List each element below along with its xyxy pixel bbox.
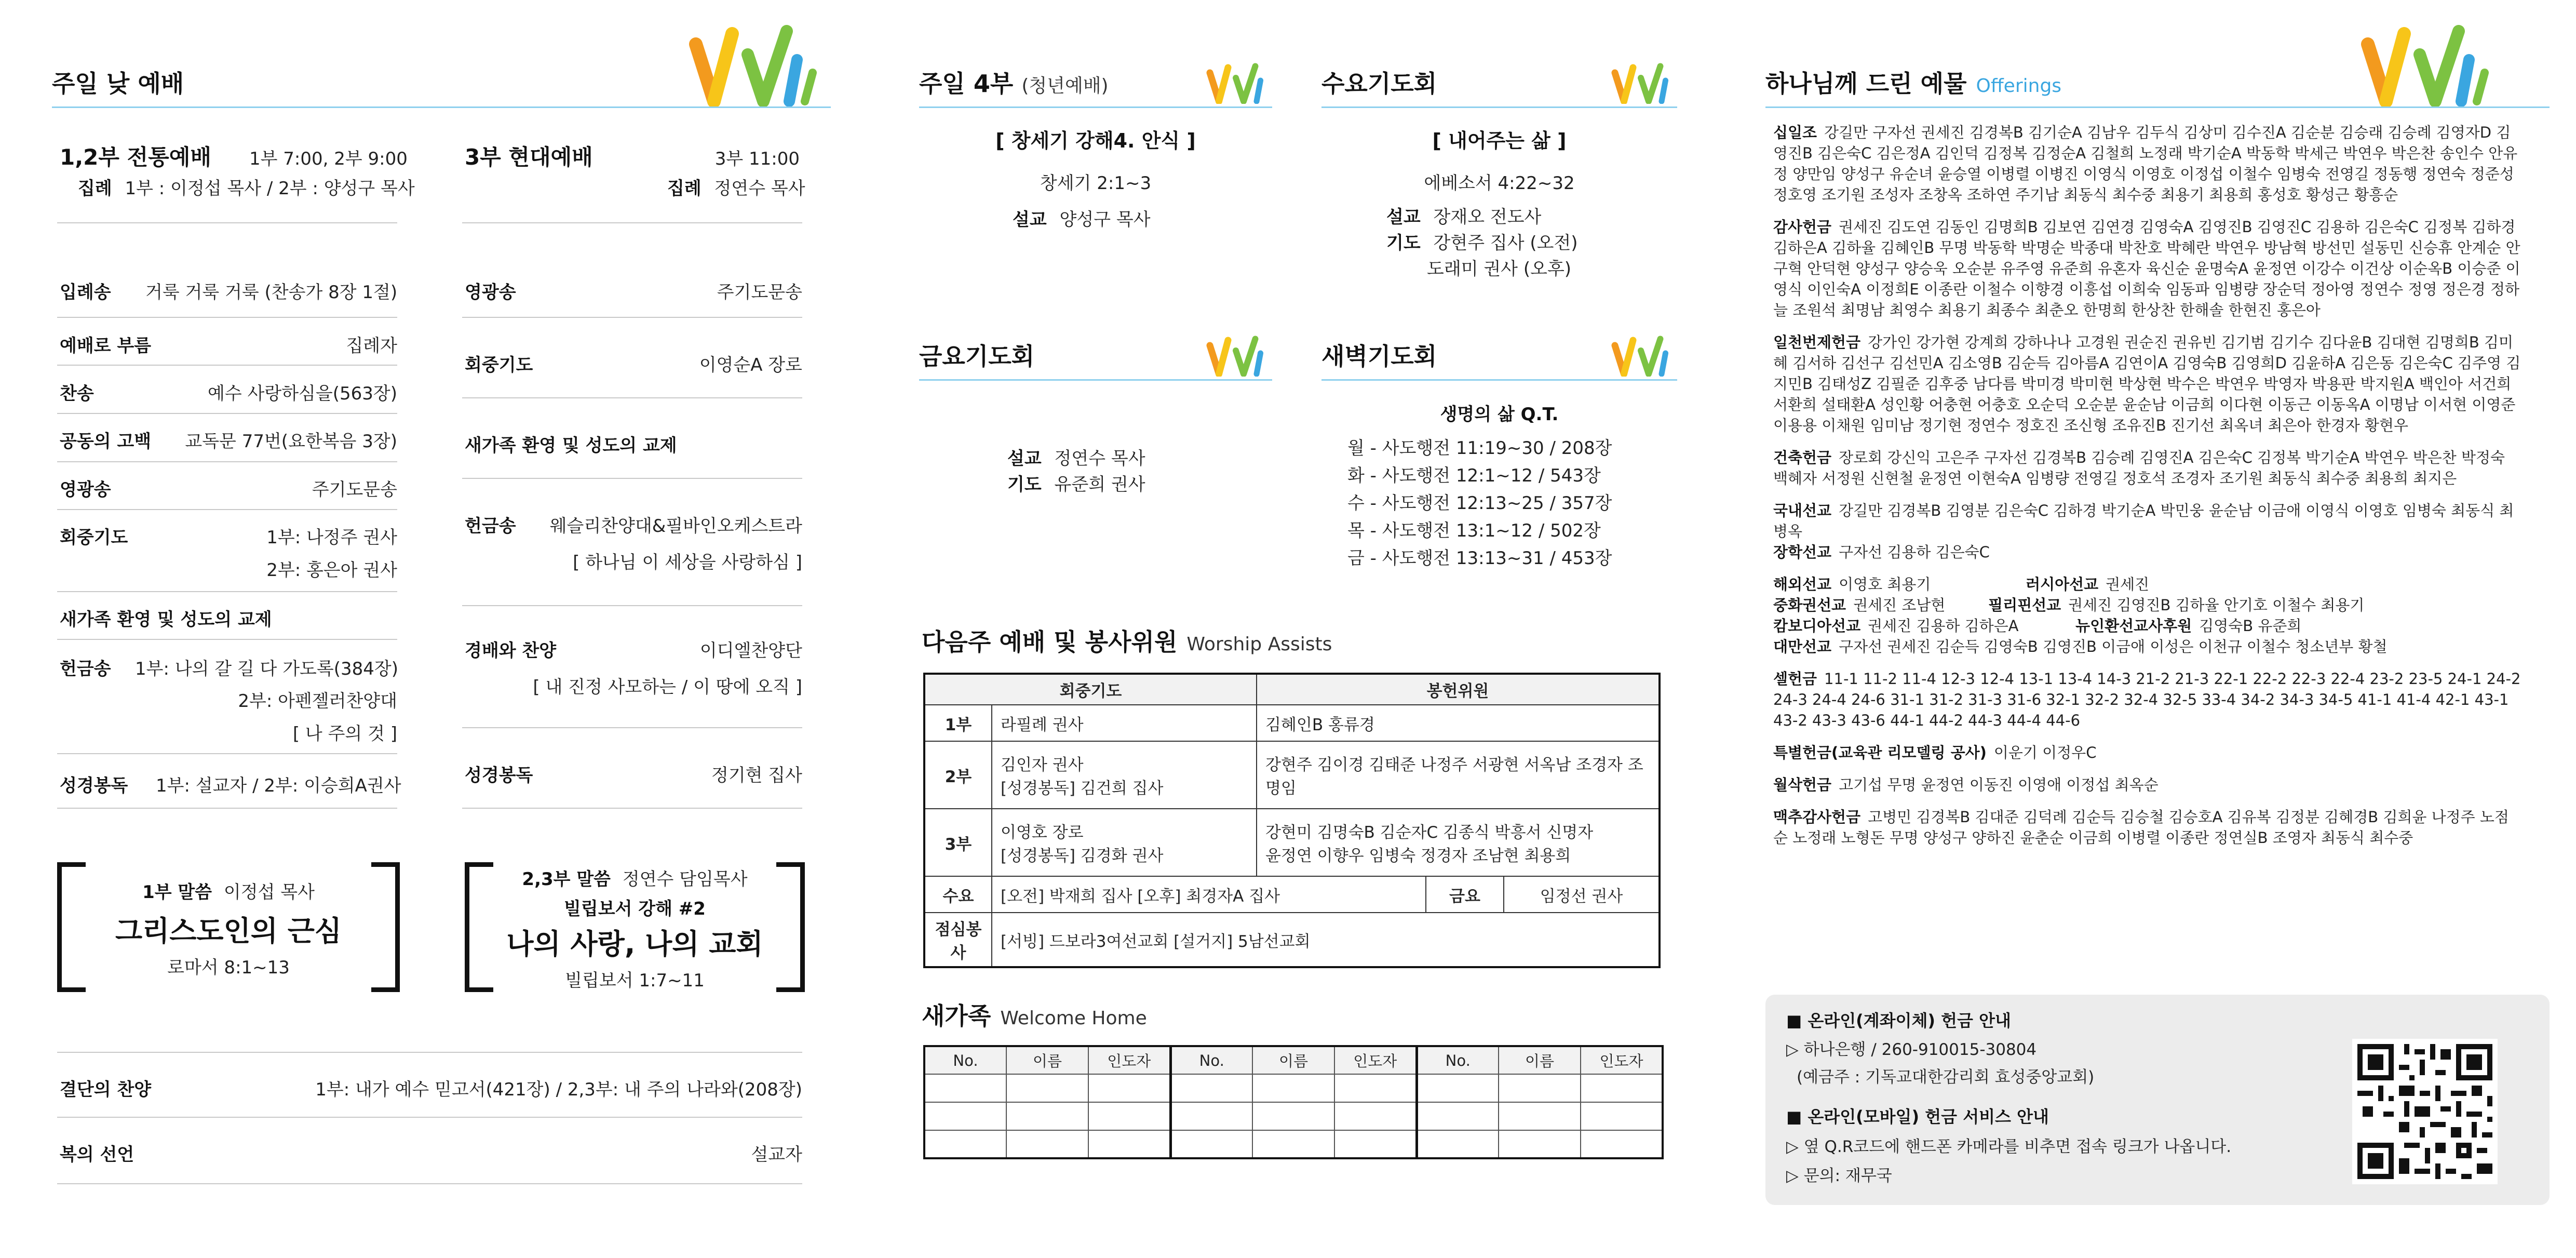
assists-lunch-value: [서빙] 드보라3여선교회 [설거지] 5남선교회 [992, 913, 1660, 967]
modern-row-label: 영광송 [465, 282, 516, 303]
trad-row-label: 헌금송 [60, 659, 111, 679]
dawn-title: 새벽기도회 [1321, 342, 1437, 370]
dawn-item: 금 - 사도행전 13:13~31 / 453장 [1347, 548, 1612, 569]
trad-row-label: 회중기도 [60, 527, 128, 548]
trad-row-label: 찬송 [60, 383, 94, 404]
nc-head: No. [924, 1046, 1006, 1074]
modern-row-value2: [ 내 진정 사모하는 / 이 땅에 오직 ] [533, 677, 802, 698]
assists-table [923, 673, 1661, 968]
qr-code-icon[interactable] [2352, 1039, 2498, 1184]
offering-entry: 셀헌금 11-1 11-2 11-4 12-3 12-4 13-1 13-4 14-3 21-2 21-3 22-1 22-2 22-3 22-4 23-2 23-5 24-1 24-2 24-3 24-4 24-6 31-1 31-2 31-3 31-6 32-1 32-2 32-4 32-5 33-4 34-2 34-3 34-5 41-1 41-4 42-1 43-1 43-2 43-3 43-6 44-1 44-2 44-3 44-4 44-6 [1773, 670, 2521, 729]
dawn-item: 수 - 사도행전 12:13~25 / 357장 [1347, 493, 1612, 514]
fri-pray-label: 기도 [1007, 474, 1042, 495]
trad-row-label: 새가족 환영 및 성도의 교제 [60, 609, 272, 630]
offerings-title: 하나님께 드린 예물 Offerings [1765, 70, 2062, 98]
closing-row-label: 복의 선언 [60, 1144, 134, 1165]
fri-divider [919, 379, 1272, 381]
assists-serve2: 윤정연 이향우 임병숙 정경자 조남현 최용희 [1265, 847, 1571, 865]
sermon-bracket-left [57, 862, 86, 992]
sermon-bracket-right [371, 862, 400, 992]
wed-sermon-title: [ 내어주는 삶 ] [1432, 129, 1567, 152]
assists-fri-label: 금요 [1426, 876, 1504, 913]
online-l1: ▷ 하나은행 / 260-910015-30804 [1786, 1040, 2037, 1059]
modern-lead-label: 집례 [667, 178, 702, 199]
assists-pray2: [성경봉독] 김경화 권사 [1001, 847, 1164, 865]
trad-service-title: 1,2부 전통예배 [60, 144, 211, 170]
wed-divider [1321, 106, 1677, 108]
trad-row-value: 집례자 [346, 336, 397, 356]
modern-row-value: 주기도문송 [717, 282, 802, 303]
online-l4: ▷ 문의: 재무국 [1786, 1167, 1892, 1185]
trad-row-value: 거룩 거룩 거룩 (찬송가 8장 1절) [145, 282, 398, 303]
wed-pray-label: 기도 [1386, 233, 1421, 253]
trad-row-value3: [ 나 주의 것 ] [292, 724, 397, 744]
trad-sermon-label: 1부 말씀 [142, 882, 212, 903]
sunday4-sermon-title: [ 창세기 강해4. 안식 ] [995, 129, 1196, 152]
closing-row-label: 결단의 찬양 [60, 1079, 152, 1100]
assists-part: 3부 [924, 809, 992, 876]
closing-row-value: 설교자 [751, 1144, 802, 1165]
sermon-bracket-left [465, 862, 493, 992]
assists-head-serve: 봉헌위원 [1257, 674, 1660, 705]
panel1-title: 주일 낮 예배 [52, 70, 184, 98]
offerings-list [1773, 122, 2521, 860]
newcomers-title: 새가족 Welcome Home [922, 1002, 1147, 1030]
sermon-bracket-right [776, 862, 805, 992]
trad-row-label: 성경봉독 [60, 775, 128, 796]
assists-part: 2부 [924, 741, 992, 809]
assists-serve: 김혜인B 홍류경 [1257, 705, 1660, 741]
nc-head: 이름 [1499, 1046, 1581, 1074]
modern-sermon-ref: 빌립보서 1:7~11 [565, 970, 705, 991]
modern-row-label: 헌금송 [465, 516, 516, 537]
panel1-divider [52, 106, 831, 108]
modern-service-time: 3부 11:00 [714, 149, 800, 169]
fri-title: 금요기도회 [919, 342, 1035, 370]
trad-row-value2: 2부: 아펜젤러찬양대 [238, 691, 397, 712]
online-l2: (예금주 : 기독교대한감리회 효성중앙교회) [1797, 1068, 2095, 1087]
trad-row-value: 1부: 설교자 / 2부: 이승희A권사 [156, 775, 401, 796]
assists-fri-value: 임정선 권사 [1504, 876, 1660, 913]
sunday4-ref: 창세기 2:1~3 [1040, 173, 1152, 194]
church-logo-icon [2357, 23, 2492, 106]
modern-row-label: 경배와 찬양 [465, 640, 557, 661]
assists-wed-label: 수요 [924, 876, 992, 913]
dawn-heading: 생명의 삶 Q.T. [1440, 404, 1559, 425]
offering-entry: 감사헌금 권세진 김도연 김동인 김명희B 김보연 김연경 김영숙A 김영진B 김영진C 김용하 김은숙C 김정복 김하경 김하은A 김하율 김혜인B 무명 박동학 박명순 박종대 박찬호 박혜란 박연우 방남혁 방선민 설동민 신승휴 안계순 안구혁 안덕현 양성구 양승욱 오순분 유주영 유준희 유혼자 육신순 윤명숙A 윤정연 이강수 이건상 이순옥B 이승준 이영식 이인숙A 이정희E 이종란 이철수 이향경 이흥섭 이희숙 임동파 임병량 장순덕 정아영 정연수 정영 정은경 정하늘 조원석 최명남 최영수 최용기 최종수 최춘오 한명희 한상찬 한해솔 한현진 홍은아 [1773, 218, 2520, 319]
church-logo-icon [685, 23, 820, 106]
wed-title: 수요기도회 [1321, 70, 1437, 98]
assists-serve: 강현미 김명숙B 김순자C 김종식 박흥서 신명자 [1265, 823, 1594, 842]
assists-pray: 이영호 장로 [1001, 823, 1084, 842]
trad-row-value: 1부: 나정주 권사 [266, 527, 397, 548]
wed-preach-value: 장재오 전도사 [1433, 207, 1542, 227]
church-logo-icon [1205, 62, 1272, 104]
nc-head: 인도자 [1334, 1046, 1417, 1074]
newcomers-table [923, 1045, 1664, 1159]
dawn-item: 월 - 사도행전 11:19~30 / 208장 [1347, 438, 1612, 459]
church-logo-icon [1610, 335, 1677, 377]
sunday4-preach-value: 양성구 목사 [1059, 209, 1151, 230]
assists-wed-value: [오전] 박재희 집사 [오후] 최경자A 집사 [992, 876, 1426, 913]
modern-sermon-label: 2,3부 말씀 [522, 869, 611, 890]
offering-entry: 국내선교 강길만 김경복B 김영분 김은숙C 김하경 박기순A 박민웅 윤순남 이금애 이영식 이영호 임병숙 최동식 최병옥 [1773, 502, 2514, 540]
offering-entry: 일천번제헌금 강가인 강가현 강계희 강하나나 고경원 권순진 권유빈 김기범 김기수 김다윤B 김대현 김명희B 김미혜 김서하 김선구 김선민A 김소영B 김순득 김아름A 김연이A 김영숙B 김영희D 김윤하A 김은동 김은숙C 김주영 김지민B 김태성Z 김필준 김후중 남다름 박미경 박미현 박상현 박수은 박연우 박영자 박용판 박지원A 백인아 서건희 서환희 설태환A 성인황 어충현 어충호 오순덕 오순분 윤순남 이금희 이다현 이동근 이동옥A 이명남 이서현 이영준 이용용 이채원 임미남 정기현 정연수 정호진 조신형 조유진B 진기선 최옥녀 최은아 한경자 황현우 [1773, 333, 2521, 434]
assists-head-pray: 회중기도 [924, 674, 1257, 705]
nc-head: 이름 [1006, 1046, 1088, 1074]
dawn-item: 화 - 사도행전 12:1~12 / 543장 [1347, 465, 1601, 486]
modern-row-value: 정기현 집사 [711, 765, 802, 786]
trad-row-value: 주기도문송 [312, 479, 397, 500]
modern-row-value: 이디엘찬양단 [699, 640, 802, 661]
trad-row-label: 영광송 [60, 479, 111, 500]
trad-row-label: 예배로 부름 [60, 336, 152, 356]
offering-entry: 특별헌금(교육관 리모델링 공사) 이운기 이정우C [1773, 744, 2097, 761]
trad-lead-value: 1부 : 이정섭 목사 / 2부 : 양성구 목사 [125, 178, 415, 199]
wed-pray-value: 강현주 집사 (오전) [1433, 233, 1578, 253]
assists-pray: 라필례 권사 [992, 705, 1257, 741]
assists-pray: 김인자 권사 [1001, 756, 1084, 774]
modern-row-label: 회중기도 [465, 355, 533, 376]
nc-head: 이름 [1252, 1046, 1334, 1074]
fri-preach-label: 설교 [1007, 448, 1042, 469]
assists-title: 다음주 예배 및 봉사위원 Worship Assists [922, 628, 1332, 656]
nc-head: 인도자 [1581, 1046, 1663, 1074]
trad-sermon-ref: 로마서 8:1~13 [167, 957, 290, 978]
assists-serve: 강현주 김이경 김태준 나정주 서광현 서옥남 조경자 조명임 [1257, 741, 1660, 809]
church-logo-icon [1205, 335, 1272, 377]
assists-lunch-label: 점심봉사 [924, 913, 992, 967]
offering-entry: 장학선교 구자선 김용하 김은숙C [1773, 543, 1990, 561]
trad-row-label: 입례송 [60, 282, 111, 303]
modern-row-label: 새가족 환영 및 성도의 교제 [465, 435, 677, 456]
trad-sermon-preacher: 이정섭 목사 [223, 882, 315, 903]
modern-lead-value: 정연수 목사 [714, 178, 805, 199]
modern-row-value2: [ 하나님 이 세상을 사랑하심 ] [573, 552, 802, 573]
fri-preach-value: 정연수 목사 [1054, 448, 1145, 469]
dawn-item: 목 - 사도행전 13:1~12 / 502장 [1347, 520, 1601, 541]
modern-row-value: 웨슬리찬양대&필바인오케스트라 [549, 516, 802, 537]
nc-head: 인도자 [1088, 1046, 1170, 1074]
modern-row-value: 이영순A 장로 [699, 355, 802, 376]
modern-row-label: 성경봉독 [465, 765, 533, 786]
online-h2: ■ 온라인(모바일) 헌금 서비스 안내 [1786, 1107, 2049, 1127]
wed-preach-label: 설교 [1386, 207, 1421, 227]
dawn-divider [1321, 379, 1677, 381]
online-h1: ■ 온라인(계좌이체) 헌금 안내 [1786, 1011, 2011, 1031]
closing-row-value: 1부: 내가 예수 믿고서(421장) / 2,3부: 내 주의 나라와(208장) [315, 1079, 802, 1100]
trad-service-time: 1부 7:00, 2부 9:00 [249, 149, 408, 169]
modern-sermon-preacher: 정연수 담임목사 [622, 869, 748, 890]
wed-ref: 에베소서 4:22~32 [1424, 173, 1575, 194]
nc-head: No. [1417, 1046, 1499, 1074]
nc-head: No. [1170, 1046, 1252, 1074]
modern-service-title: 3부 현대예배 [465, 144, 593, 170]
sunday4-divider [919, 106, 1272, 108]
sunday4-preach-label: 설교 [1013, 209, 1047, 230]
online-l3: ▷ 옆 Q.R코드에 핸드폰 카메라를 비추면 접속 링크가 나옵니다. [1786, 1137, 2232, 1156]
fri-pray-value: 유준희 권사 [1054, 474, 1145, 495]
offering-entry: 십일조 강길만 구자선 권세진 김경복B 김기순A 김남우 김두식 김상미 김수진A 김순분 김승래 김승례 김영자D 김영진B 김은숙C 김은정A 김인덕 김정복 김정순A 김철희 노정래 박기순A 박동학 박세근 박연우 박은찬 송인수 안유정 양만임 양성구 유순녀 윤승열 이병렬 이병진 이영식 이영호 이정섭 이철수 임병숙 전영길 정동행 정연숙 정준성 정호영 조기원 조성자 조창옥 조하연 주기남 최동식 최수중 최용기 최용희 홍성호 황성근 황흥순 [1773, 124, 2518, 204]
wed-pray-value2: 도래미 권사 (오후) [1427, 259, 1572, 279]
church-logo-icon [1610, 62, 1677, 104]
sunday4-title: 주일 4부 (청년예배) [919, 70, 1109, 98]
offering-entry: 맥추감사헌금 고병민 김경복B 김대준 김덕례 김순득 김승철 김승호A 김유복 김정분 김혜경B 김희윤 나정주 노점순 노정래 노형돈 무명 양성구 양하진 윤춘순 이금희 이병렬 이종란 정연실B 조영자 최동식 최수중 [1773, 808, 2509, 847]
modern-sermon-title: 나의 사랑, 나의 교회 [506, 928, 763, 960]
assists-pray2: [성경봉독] 김건희 집사 [1001, 779, 1164, 798]
trad-sermon-title: 그리스도인의 근심 [115, 915, 342, 947]
missions-list: 해외선교 이영호 최용기 러시아선교 권세진 중화권선교 권세진 조남현 필리핀선교 권세진 김영진B 김하율 안기호 이철수 최용기 캄보디아선교 권세진 김용하 김하은A 뉴인환선교사후원 김영숙B 유준희 대만선교 구자선 권세진 김순득 김영숙B 김영진B 이금애 이성은 이천규 이철수 청소년부 황철 [1773, 576, 2388, 655]
assists-part: 1부 [924, 705, 992, 741]
offering-entry: 건축헌금 장로회 강신익 고은주 구자선 김경복B 김승례 김영진A 김은숙C 김정복 박기순A 박연우 박은찬 박정숙 백혜자 서정원 신현철 윤정연 이현숙A 임병량 전영길 정호석 조경자 조기원 최동식 최수중 최용희 최지은 [1773, 449, 2505, 487]
trad-lead-label: 집례 [78, 178, 112, 199]
offering-entry: 월삭헌금 고기섭 무명 윤정연 이동진 이영애 이정섭 최옥순 [1773, 776, 2159, 794]
trad-row-label: 공동의 고백 [60, 431, 152, 452]
trad-row-value2: 2부: 홍은아 권사 [266, 560, 397, 581]
modern-sermon-series: 빌립보서 강해 #2 [564, 899, 706, 919]
offerings-divider [1765, 106, 2550, 108]
trad-row-value: 1부: 나의 갈 길 다 가도록(384장) [135, 659, 398, 679]
trad-row-value: 교독문 77번(요한복음 3장) [185, 431, 397, 452]
trad-row-value: 예수 사랑하심을(563장) [208, 383, 397, 404]
